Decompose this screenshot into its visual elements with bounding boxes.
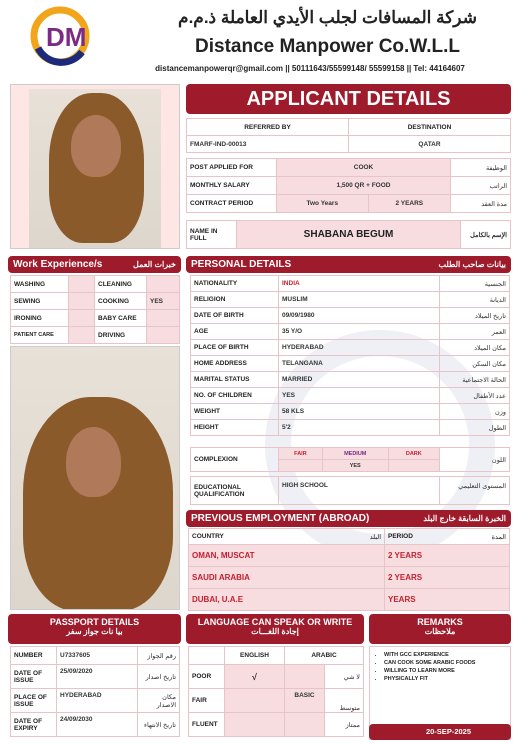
place-of-birth-value: HYDERABAD bbox=[279, 340, 440, 356]
post-value: COOK bbox=[277, 159, 451, 177]
place-of-birth-label-ar: مكان الميلاد bbox=[440, 340, 510, 356]
issue-date-label: DATE OF ISSUE bbox=[11, 665, 57, 689]
language-header bbox=[186, 614, 364, 644]
company-name-ar: شركة المسافات لجلب الأيدي العاملة ذ.م.م bbox=[178, 8, 477, 27]
weight-label: WEIGHT bbox=[191, 404, 279, 420]
weight-value: 58 KLS bbox=[279, 404, 440, 420]
english-label: ENGLISH bbox=[225, 647, 285, 665]
religion-value: MUSLIM bbox=[279, 292, 440, 308]
personal-details-table bbox=[190, 275, 510, 436]
skill-patient-care-value bbox=[69, 327, 95, 344]
skill-cleaning-value bbox=[147, 276, 180, 293]
employment-period: YEARS bbox=[385, 589, 510, 611]
expiry-date-label: DATE OF EXPIRY bbox=[11, 713, 57, 737]
list-item: • WILLING TO LEARN MORE bbox=[384, 667, 506, 675]
issue-place-label-ar: مكان الاصدار bbox=[138, 689, 180, 713]
issue-place-value: HYDERABAD bbox=[57, 689, 138, 713]
destination-value: QATAR bbox=[349, 136, 511, 153]
salary-label: MONTHLY SALARY bbox=[187, 177, 277, 195]
previous-employment-header bbox=[186, 510, 511, 527]
place-of-birth-label: PLACE OF BIRTH bbox=[191, 340, 279, 356]
previous-employment-title: PREVIOUS EMPLOYMENT (ABROAD) bbox=[191, 513, 370, 524]
previous-employment-table bbox=[188, 528, 510, 611]
passport-table bbox=[10, 646, 180, 737]
dob-label-ar: تاريخ الميلاد bbox=[440, 308, 510, 324]
poor-label: POOR bbox=[189, 665, 225, 689]
language-title: LANGUAGE CAN SPEAK OR WRITE bbox=[197, 617, 353, 627]
skill-ironing-value bbox=[69, 310, 95, 327]
previous-employment-title-ar: الخبرة السابقة خارج البلد bbox=[423, 514, 506, 523]
personal-details-header bbox=[186, 256, 511, 273]
company-logo bbox=[28, 4, 108, 74]
remarks-title: REMARKS bbox=[417, 617, 463, 627]
dob-label: DATE OF BIRTH bbox=[191, 308, 279, 324]
list-item: • PHYSICALLY FIT bbox=[384, 675, 506, 683]
religion-label: RELIGION bbox=[191, 292, 279, 308]
page-title: APPLICANT DETAILS bbox=[186, 84, 511, 114]
applicant-photo-portrait bbox=[10, 84, 180, 249]
nationality-label: NATIONALITY bbox=[191, 276, 279, 292]
home-address-label-ar: مكان السكن bbox=[440, 356, 510, 372]
issue-place-label: PLACE OF ISSUE bbox=[11, 689, 57, 713]
period-label-ar: المدة bbox=[491, 533, 506, 541]
skill-driving-value bbox=[147, 327, 180, 344]
fair-label: FAIR bbox=[189, 689, 225, 713]
employment-country: SAUDI ARABIA bbox=[189, 567, 385, 589]
age-label-ar: العمر bbox=[440, 324, 510, 340]
marital-status-value: MARRIED bbox=[279, 372, 440, 388]
employment-country: DUBAI, U.A.E bbox=[189, 589, 385, 611]
marital-status-label-ar: الحالة الاجتماعية bbox=[440, 372, 510, 388]
issue-date-value: 25/09/2020 bbox=[57, 665, 138, 689]
remarks-title-ar: ملاحظات bbox=[424, 627, 456, 636]
name-table bbox=[186, 220, 511, 249]
period-label: PERIOD bbox=[388, 532, 413, 540]
home-address-label: HOME ADDRESS bbox=[191, 356, 279, 372]
personal-details-title: PERSONAL DETAILS bbox=[191, 259, 292, 270]
employment-period: 2 YEARS bbox=[385, 545, 510, 567]
post-label: POST APPLIED FOR bbox=[187, 159, 277, 177]
salary-value: 1,500 QR + FOOD bbox=[277, 177, 451, 195]
list-item: • CAN COOK SOME ARABIC FOODS bbox=[384, 659, 506, 667]
language-title-ar: إجادة اللغـــات bbox=[251, 627, 299, 636]
height-value: 5'2 bbox=[279, 420, 440, 436]
fluent-label: FLUENT bbox=[189, 713, 225, 737]
contract-value: Two Years bbox=[277, 195, 369, 213]
passport-details-title-ar: بيا نات جواز سفر bbox=[66, 627, 123, 636]
complexion-row bbox=[190, 447, 510, 472]
skill-patient-care: PATIENT CARE bbox=[11, 327, 69, 344]
passport-number-label-ar: رقم الجواز bbox=[138, 647, 180, 665]
skill-cleaning: CLEANING bbox=[95, 276, 147, 293]
complexion-label-ar: اللون bbox=[440, 448, 510, 472]
contract-label-ar: مدة العقد bbox=[451, 195, 511, 213]
skill-sewing: SEWING bbox=[11, 293, 69, 310]
table-row bbox=[189, 545, 510, 567]
skill-washing: WASHING bbox=[11, 276, 69, 293]
age-value: 35 Y/O bbox=[279, 324, 440, 340]
contract-label: CONTRACT PERIOD bbox=[187, 195, 277, 213]
post-table bbox=[186, 158, 511, 213]
applicant-photo-full bbox=[10, 346, 180, 610]
passport-details-header bbox=[8, 614, 181, 644]
post-label-ar: الوظيفة bbox=[451, 159, 511, 177]
arabic-label: ARABIC bbox=[285, 647, 364, 665]
children-label-ar: عدد الأطفال bbox=[440, 388, 510, 404]
contract-value-years: 2 YEARS bbox=[368, 195, 450, 213]
svg-text:DM: DM bbox=[46, 22, 87, 52]
home-address-value: TELANGANA bbox=[279, 356, 440, 372]
skill-washing-value bbox=[69, 276, 95, 293]
language-table bbox=[188, 646, 364, 737]
skill-ironing: IRONING bbox=[11, 310, 69, 327]
expiry-date-value: 24/09/2030 bbox=[57, 713, 138, 737]
education-label: EDUCATIONAL QUALIFICATION bbox=[191, 477, 279, 505]
religion-label-ar: الديانة bbox=[440, 292, 510, 308]
skill-cooking: COOKING bbox=[95, 293, 147, 310]
issue-date-label-ar: تاريخ اصدار bbox=[138, 665, 180, 689]
company-contact: distancemanpowerqr@gmail.com || 50111643/55599148/ 55599158 || Tel: 44164607 bbox=[155, 64, 465, 73]
referred-by-label: REFERRED BY bbox=[187, 119, 349, 136]
complexion-medium: MEDIUM bbox=[322, 448, 388, 460]
age-label: AGE bbox=[191, 324, 279, 340]
salary-label-ar: الراتب bbox=[451, 177, 511, 195]
work-experience-title: Work Experience/s bbox=[13, 259, 103, 270]
work-experience-header bbox=[8, 256, 181, 273]
nationality-label-ar: الجنسية bbox=[440, 276, 510, 292]
list-item: • WITH GCC EXPERIENCE bbox=[384, 651, 506, 659]
skill-driving: DRIVING bbox=[95, 327, 147, 344]
remarks-date: 20-SEP-2025 bbox=[369, 724, 511, 740]
referral-table bbox=[186, 118, 511, 153]
complexion-selected: YES bbox=[322, 460, 388, 472]
applicant-name: SHABANA BEGUM bbox=[237, 221, 461, 249]
company-name-en: Distance Manpower Co.W.L.L bbox=[195, 36, 460, 57]
work-experience-title-ar: خبرات العمل bbox=[133, 260, 176, 269]
remarks-header bbox=[369, 614, 511, 644]
marital-status-label: MARITAL STATUS bbox=[191, 372, 279, 388]
passport-details-title: PASSPORT DETAILS bbox=[49, 617, 140, 627]
ref-code: FMARF-IND-00013 bbox=[187, 136, 349, 153]
employment-country: OMAN, MUSCAT bbox=[189, 545, 385, 567]
skill-baby-care: BABY CARE bbox=[95, 310, 147, 327]
name-label: NAME IN FULL bbox=[187, 221, 237, 249]
height-label-ar: الطول bbox=[440, 420, 510, 436]
skill-sewing-value bbox=[69, 293, 95, 310]
complexion-dark: DARK bbox=[388, 448, 439, 460]
complexion-fair: FAIR bbox=[279, 448, 323, 460]
fair-label-ar: متوسط bbox=[325, 689, 364, 713]
passport-number-value: U7337605 bbox=[57, 647, 138, 665]
complexion-label: COMPLEXION bbox=[191, 448, 279, 472]
children-value: YES bbox=[279, 388, 440, 404]
country-label: COUNTRY bbox=[192, 532, 224, 540]
skill-cooking-value: YES bbox=[147, 293, 180, 310]
table-row bbox=[189, 589, 510, 611]
education-row bbox=[190, 476, 510, 505]
table-row bbox=[189, 567, 510, 589]
height-label: HEIGHT bbox=[191, 420, 279, 436]
nationality-value: INDIA bbox=[279, 276, 440, 292]
weight-label-ar: وزن bbox=[440, 404, 510, 420]
passport-number-label: NUMBER bbox=[11, 647, 57, 665]
poor-label-ar: لا شي bbox=[325, 665, 364, 689]
children-label: NO. OF CHILDREN bbox=[191, 388, 279, 404]
education-label-ar: المستوى التعليمي bbox=[440, 477, 510, 505]
education-value: HIGH SCHOOL bbox=[279, 477, 440, 505]
skill-baby-care-value bbox=[147, 310, 180, 327]
expiry-date-label-ar: تاريخ الانتهاء bbox=[138, 713, 180, 737]
personal-details-title-ar: بيانات صاحب الطلب bbox=[438, 260, 506, 269]
employment-period: 2 YEARS bbox=[385, 567, 510, 589]
name-label-ar: الإسم بالكامل bbox=[461, 221, 511, 249]
dob-value: 09/09/1980 bbox=[279, 308, 440, 324]
destination-label: DESTINATION bbox=[349, 119, 511, 136]
english-poor-value: √ bbox=[225, 665, 285, 689]
work-experience-table bbox=[10, 275, 180, 344]
arabic-fair-value: BASIC bbox=[285, 689, 325, 713]
country-label-ar: البلد bbox=[369, 533, 381, 541]
fluent-label-ar: ممتاز bbox=[325, 713, 364, 737]
